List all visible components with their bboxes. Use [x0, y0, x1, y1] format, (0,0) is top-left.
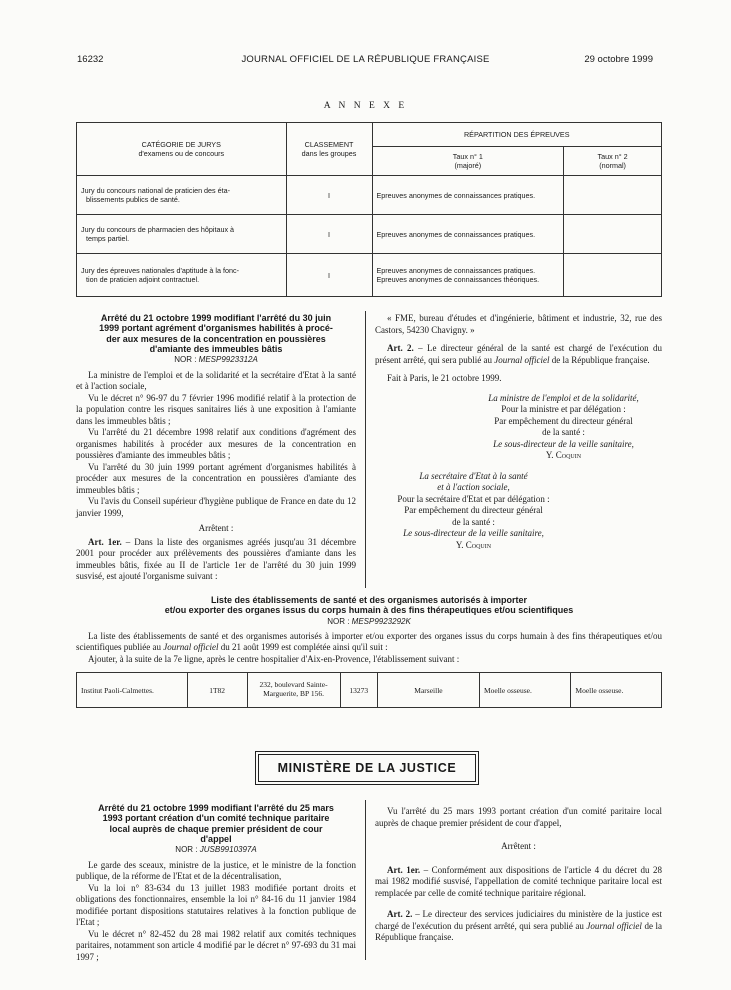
section-liste [76, 595, 662, 665]
cell-classement: I [286, 176, 372, 215]
nor-reference: NOR : MESP9923292K [327, 616, 411, 626]
article-amiante-right [375, 313, 662, 551]
article-1: Art. 1er. – Conformément aux dispositions de l'article 4 du décret du 28 mai 1982 modifié susvisé, l'appellation de comité technique paritaire local est remplacée par celle de comité technique paritaire régional. [375, 864, 662, 898]
nor-reference: NOR : MESP9923312A [174, 355, 258, 365]
publication-date: 29 octobre 1999 [584, 54, 653, 65]
article-2: Art. 2. – Le directeur général de la santé est chargé de l'exécution du présent arrêté, qui sera publié au Journal officiel de la République française. [375, 343, 662, 365]
cell-taux-2 [564, 215, 662, 254]
nor-reference: NOR : JUSB9910397A [175, 845, 257, 855]
cell-categorie: Jury du concours de pharmacien des hôpitaux à temps partiel. [77, 215, 287, 254]
signature-block-secretaire: La secrétaire d'Etat à la santé et à l'action sociale, Pour la secrétaire d'Etat et par délégation : Par empêchement du directeur général de la santé : Le sous-directeur de la veille sanitaire, Y. Coquin [397, 470, 550, 550]
table-row [77, 254, 662, 297]
fait-a-paris: Fait à Paris, le 21 octobre 1999. [387, 373, 502, 384]
column-divider [365, 311, 366, 588]
article-justice-right [375, 806, 662, 944]
header-classement: CLASSEMENT dans les groupes [286, 123, 372, 176]
paragraph: Vu l'arrêté du 25 mars 1993 portant création d'un comité paritaire local auprès de chaque premier président de cour d'appel, [375, 806, 662, 828]
organisme-quote: « FME, bureau d'études et d'ingénierie, bâtiment et industrie, 32, rue des Castors, 54230 Chavigny. » [375, 313, 662, 335]
cell-categorie: Jury des épreuves nationales d'aptitude à la fonc- tion de praticien adjoint contractuel. [77, 254, 287, 297]
article-title: Arrêté du 21 octobre 1999 modifiant l'arrêté du 30 juin 1999 portant agrément d'organismes habilités à procé- der aux mesures de la concentration en poussières d'amiante des immeubles bâtis [99, 313, 333, 355]
cell-adresse: 232, boulevard Sainte-Marguerite, BP 156. [247, 673, 340, 708]
paragraph: Le garde des sceaux, ministre de la justice, et le ministre de la fonction publique, de la réforme de l'Etat et de la décentralisation, [76, 859, 356, 882]
paragraph: La liste des établissements de santé et des organismes autorisés à importer et/ou exporter des organes issus du corps humain à des fins thérapeutiques et/ou scientifiques publiée au Journal officiel du 21 août 1999 est complétée ainsi qu'il suit : [76, 630, 662, 653]
article-1: Art. 1er. – Dans la liste des organismes agréés jusqu'au 31 décembre 2001 pour procéder aux prélèvements des poussières d'amiante dans les immeubles bâtis, fixée au II de l'article 1er de l'arrêté du 30 juin 1999 susvisé, est ajouté l'organisme suivant : [76, 536, 356, 582]
paragraph: Vu l'avis du Conseil supérieur d'hygiène publique de France en date du 12 janvier 1999, [76, 496, 356, 518]
signature-block-ministre: La ministre de l'emploi et de la solidarité, Pour la ministre et par délégation : Par empêchement du directeur général de la santé : Le sous-directeur de la veille sanitaire, Y. Coquin [488, 392, 639, 461]
annexe-title: A N N E X E [323, 101, 408, 111]
page-number: 16232 [77, 54, 104, 65]
arretent: Arrêtent : [501, 841, 536, 852]
ministry-banner: MINISTÈRE DE LA JUSTICE [258, 754, 476, 782]
cell-code-postal: 13273 [340, 673, 377, 708]
table-row [77, 673, 662, 708]
paragraph: Vu la loi n° 83-634 du 13 juillet 1983 modifiée portant droits et obligations des fonctionnaires, ensemble la loi n° 84-16 du 11 janvier 1984 modifiée portant dispositions statutaires relatives à la fonction publique de l'Etat ; [76, 882, 356, 928]
cell-classement: I [286, 254, 372, 297]
column-divider [365, 800, 366, 960]
header-taux-2: Taux n° 2 (normal) [564, 147, 662, 176]
cell-categorie: Jury du concours national de praticien des éta- blissements publics de santé. [77, 176, 287, 215]
article-justice-left [76, 803, 356, 963]
header-categorie: CATÉGORIE DE JURYS d'examens ou de concours [77, 123, 287, 176]
journal-title: JOURNAL OFFICIEL DE LA RÉPUBLIQUE FRANÇAISE [241, 54, 490, 65]
etablissement-table [76, 672, 662, 708]
paragraph: Ajouter, à la suite de la 7e ligne, après le centre hospitalier d'Aix-en-Provence, l'établissement suivant : [88, 653, 460, 664]
article-2: Art. 2. – Le directeur des services judiciaires du ministère de la justice est chargé de l'exécution du présent arrêté, qui sera publié au Journal officiel de la République française. [375, 909, 662, 943]
table-row [77, 176, 662, 215]
cell-taux-1: Epreuves anonymes de connaissances pratiques. [372, 215, 564, 254]
paragraph: Vu l'arrêté du 21 décembre 1998 relatif aux conditions d'agrément des organismes habilités à procéder aux mesures de la concentration en poussières d'amiante des immeubles bâtis ; [76, 427, 356, 461]
header-taux-1: Taux n° 1 (majoré) [372, 147, 564, 176]
cell-taux-2 [564, 176, 662, 215]
cell-code: 1T82 [187, 673, 247, 708]
cell-taux-1: Epreuves anonymes de connaissances pratiques. [372, 176, 564, 215]
paragraph: La ministre de l'emploi et de la solidarité et la secrétaire d'Etat à la santé et à l'action sociale, [76, 369, 356, 392]
cell-classement: I [286, 215, 372, 254]
cell-taux-2 [564, 254, 662, 297]
article-title: Arrêté du 21 octobre 1999 modifiant l'arrêté du 25 mars 1993 portant création d'un comité technique paritaire local auprès de chaque premier président de cour d'appel [98, 803, 334, 845]
annexe-table [76, 122, 662, 297]
paragraph: Vu le décret n° 82-452 du 28 mai 1982 relatif aux comités techniques paritaires, notamment son article 4 modifié par le décret n° 97-693 du 31 mai 1997 ; [76, 928, 356, 962]
cell-ville: Marseille [377, 673, 479, 708]
arretent: Arrêtent : [198, 523, 234, 534]
cell-export: Moelle osseuse. [571, 673, 662, 708]
cell-taux-1: Epreuves anonymes de connaissances pratiques. Epreuves anonymes de connaissances théoriques. [372, 254, 564, 297]
liste-title: Liste des établissements de santé et des organismes autorisés à importer et/ou exporter des organes issus du corps humain à des fins thérapeutiques et/ou scientifiques [164, 595, 574, 616]
header-repartition: RÉPARTITION DES ÉPREUVES [372, 123, 662, 147]
cell-import: Moelle osseuse. [479, 673, 570, 708]
table-row [77, 215, 662, 254]
paragraph: Vu le décret n° 96-97 du 7 février 1996 modifié relatif à la protection de la population contre les risques sanitaires liés à une exposition à l'amiante dans les immeubles bâtis ; [76, 392, 356, 426]
paragraph: Vu l'arrêté du 30 juin 1999 portant agrément d'organismes habilités à procéder aux mesures de la concentration en poussières d'amiante des immeubles bâtis ; [76, 461, 356, 495]
article-amiante-left [76, 313, 356, 583]
cell-etablissement: Institut Paoli-Calmettes. [77, 673, 188, 708]
